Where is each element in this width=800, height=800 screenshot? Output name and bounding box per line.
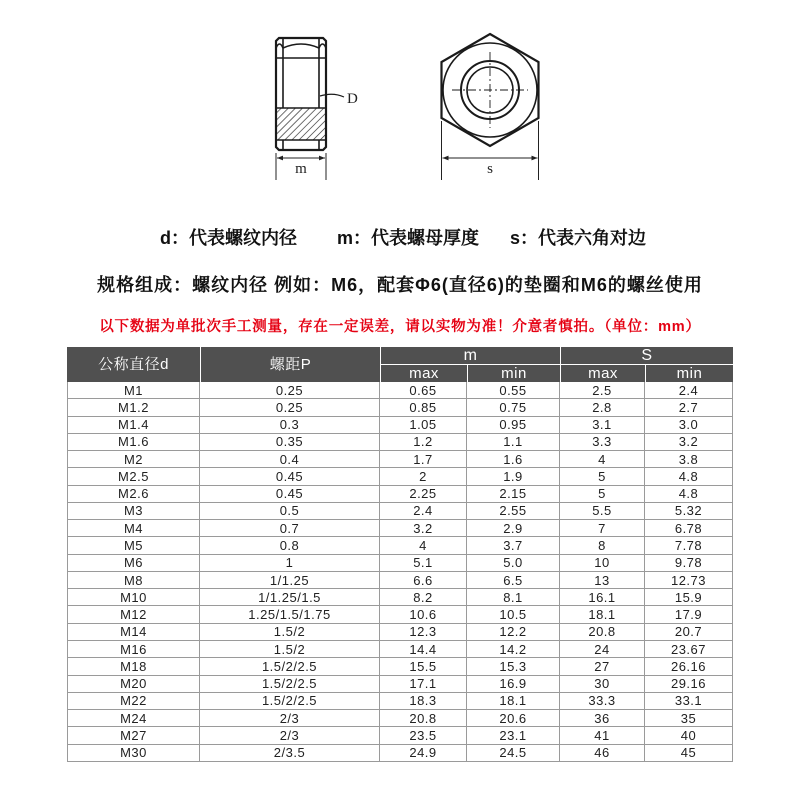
cell-m-max: 8.2	[380, 589, 467, 606]
cell-s-max: 27	[560, 658, 645, 675]
cell-s-min: 3.0	[645, 417, 733, 434]
cell-s-min: 15.9	[645, 589, 733, 606]
cell-nominal-diameter: M2.5	[67, 468, 200, 485]
dimension-label-s: s	[487, 161, 493, 177]
cell-m-min: 0.75	[467, 399, 560, 416]
cell-m-min: 24.5	[467, 745, 560, 762]
cell-s-max: 3.1	[560, 417, 645, 434]
cell-s-min: 4.8	[645, 468, 733, 485]
table-row	[67, 676, 733, 693]
cell-m-max: 15.5	[380, 658, 467, 675]
header-pitch: 螺距P	[200, 347, 380, 382]
cell-pitch: 1	[200, 555, 380, 572]
cell-s-min: 7.78	[645, 537, 733, 554]
cell-s-min: 29.16	[645, 676, 733, 693]
cell-s-min: 3.2	[645, 434, 733, 451]
cell-s-min: 3.8	[645, 451, 733, 468]
cell-s-min: 2.7	[645, 399, 733, 416]
cell-s-max: 2.8	[560, 399, 645, 416]
cell-s-max: 13	[560, 572, 645, 589]
spec-note: 规格组成：螺纹内径 例如：M6，配套Φ6(直径6)的垫圈和M6的螺丝使用	[97, 275, 703, 295]
cell-pitch: 0.7	[200, 520, 380, 537]
cell-s-max: 4	[560, 451, 645, 468]
cell-nominal-diameter: M27	[67, 727, 200, 744]
cell-m-max: 4	[380, 537, 467, 554]
cell-nominal-diameter: M18	[67, 658, 200, 675]
legend-m: m：代表螺母厚度	[337, 228, 480, 248]
cell-m-max: 23.5	[380, 727, 467, 744]
cell-nominal-diameter: M2.6	[67, 486, 200, 503]
header-m-min: min	[467, 364, 560, 382]
cell-m-max: 6.6	[380, 572, 467, 589]
spec-table	[67, 347, 733, 762]
table-row	[67, 745, 733, 762]
table-row	[67, 710, 733, 727]
cell-pitch: 0.3	[200, 417, 380, 434]
table-row	[67, 572, 733, 589]
cell-s-max: 41	[560, 727, 645, 744]
cell-s-max: 33.3	[560, 693, 645, 710]
table-row	[67, 503, 733, 520]
cell-pitch: 1.5/2/2.5	[200, 676, 380, 693]
cell-s-min: 45	[645, 745, 733, 762]
legend-s: s：代表六角对边	[510, 228, 647, 248]
cell-m-min: 1.9	[467, 468, 560, 485]
cell-m-max: 1.7	[380, 451, 467, 468]
cell-nominal-diameter: M14	[67, 624, 200, 641]
header-s-max: max	[560, 364, 645, 382]
cell-s-max: 24	[560, 641, 645, 658]
cell-m-max: 5.1	[380, 555, 467, 572]
cell-s-min: 40	[645, 727, 733, 744]
cell-s-max: 5	[560, 486, 645, 503]
cell-s-max: 5	[560, 468, 645, 485]
cell-s-max: 18.1	[560, 606, 645, 623]
cell-m-min: 16.9	[467, 676, 560, 693]
cell-nominal-diameter: M1.2	[67, 399, 200, 416]
cell-pitch: 0.25	[200, 399, 380, 416]
cell-m-min: 1.6	[467, 451, 560, 468]
cell-pitch: 1/1.25/1.5	[200, 589, 380, 606]
cell-m-max: 17.1	[380, 676, 467, 693]
measurement-warning: 以下数据为单批次手工测量，存在一定误差，请以实物为准！介意者慎拍。（单位：mm）	[99, 319, 701, 335]
cell-s-max: 10	[560, 555, 645, 572]
cell-m-max: 14.4	[380, 641, 467, 658]
cell-pitch: 2/3	[200, 710, 380, 727]
table-row	[67, 606, 733, 623]
table-row	[67, 468, 733, 485]
cell-nominal-diameter: M2	[67, 451, 200, 468]
cell-s-min: 35	[645, 710, 733, 727]
cell-m-min: 18.1	[467, 693, 560, 710]
side-view-section-hatch	[277, 108, 325, 140]
cell-s-max: 36	[560, 710, 645, 727]
table-row	[67, 641, 733, 658]
cell-m-min: 0.55	[467, 382, 560, 399]
cell-m-min: 8.1	[467, 589, 560, 606]
table-row	[67, 693, 733, 710]
cell-pitch: 2/3	[200, 727, 380, 744]
center-lines	[452, 52, 528, 128]
cell-s-max: 2.5	[560, 382, 645, 399]
table-row	[67, 555, 733, 572]
cell-m-min: 2.55	[467, 503, 560, 520]
cell-m-min: 20.6	[467, 710, 560, 727]
cell-m-max: 12.3	[380, 624, 467, 641]
table-row	[67, 417, 733, 434]
cell-m-min: 23.1	[467, 727, 560, 744]
cell-nominal-diameter: M8	[67, 572, 200, 589]
cell-pitch: 1.5/2/2.5	[200, 658, 380, 675]
cell-pitch: 1/1.25	[200, 572, 380, 589]
cell-m-max: 18.3	[380, 693, 467, 710]
cell-s-min: 20.7	[645, 624, 733, 641]
cell-s-max: 16.1	[560, 589, 645, 606]
cell-s-max: 46	[560, 745, 645, 762]
hex-nut-front-view	[442, 34, 539, 146]
table-row	[67, 624, 733, 641]
cell-nominal-diameter: M6	[67, 555, 200, 572]
header-m-max: max	[380, 364, 467, 382]
cell-s-min: 33.1	[645, 693, 733, 710]
cell-nominal-diameter: M3	[67, 503, 200, 520]
cell-m-max: 3.2	[380, 520, 467, 537]
cell-nominal-diameter: M1.6	[67, 434, 200, 451]
cell-s-min: 26.16	[645, 658, 733, 675]
cell-s-min: 6.78	[645, 520, 733, 537]
legend-d: d：代表螺纹内径	[160, 228, 297, 248]
cell-m-min: 6.5	[467, 572, 560, 589]
cell-m-max: 10.6	[380, 606, 467, 623]
cell-nominal-diameter: M1.4	[67, 417, 200, 434]
table-row	[67, 537, 733, 554]
header-nominal-diameter: 公称直径d	[98, 356, 169, 373]
cell-nominal-diameter: M30	[67, 745, 200, 762]
cell-s-min: 4.8	[645, 486, 733, 503]
cell-s-min: 17.9	[645, 606, 733, 623]
hex-nut-side-view	[276, 38, 344, 150]
cell-s-max: 30	[560, 676, 645, 693]
table-row	[67, 486, 733, 503]
cell-m-max: 24.9	[380, 745, 467, 762]
dimension-label-m: m	[295, 161, 307, 177]
header-m: m	[380, 347, 560, 364]
table-row	[67, 451, 733, 468]
cell-nominal-diameter: M4	[67, 520, 200, 537]
cell-nominal-diameter: M24	[67, 710, 200, 727]
cell-pitch: 0.5	[200, 503, 380, 520]
table-row	[67, 520, 733, 537]
cell-s-max: 5.5	[560, 503, 645, 520]
cell-pitch: 0.4	[200, 451, 380, 468]
cell-m-min: 14.2	[467, 641, 560, 658]
cell-pitch: 0.45	[200, 468, 380, 485]
cell-nominal-diameter: M1	[67, 382, 200, 399]
cell-pitch: 0.25	[200, 382, 380, 399]
table-row	[67, 589, 733, 606]
cell-nominal-diameter: M10	[67, 589, 200, 606]
table-row	[67, 658, 733, 675]
cell-nominal-diameter: M12	[67, 606, 200, 623]
table-row	[67, 382, 733, 399]
cell-m-min: 1.1	[467, 434, 560, 451]
table-body	[67, 382, 733, 762]
table-row	[67, 727, 733, 744]
cell-m-max: 1.05	[380, 417, 467, 434]
cell-s-min: 23.67	[645, 641, 733, 658]
cell-m-max: 1.2	[380, 434, 467, 451]
cell-s-min: 12.73	[645, 572, 733, 589]
table-row	[67, 399, 733, 416]
cell-s-min: 5.32	[645, 503, 733, 520]
hex-nut-drawings	[0, 0, 800, 200]
header-s: S	[560, 347, 733, 364]
cell-nominal-diameter: M20	[67, 676, 200, 693]
cell-s-min: 9.78	[645, 555, 733, 572]
cell-m-max: 2	[380, 468, 467, 485]
cell-pitch: 0.8	[200, 537, 380, 554]
table-header	[67, 347, 733, 382]
cell-m-min: 12.2	[467, 624, 560, 641]
cell-m-min: 2.15	[467, 486, 560, 503]
cell-m-min: 3.7	[467, 537, 560, 554]
cell-s-max: 7	[560, 520, 645, 537]
cell-nominal-diameter: M22	[67, 693, 200, 710]
cell-m-min: 10.5	[467, 606, 560, 623]
dimension-label-d: D	[347, 91, 358, 107]
diameter-leader-line	[320, 94, 344, 97]
cell-nominal-diameter: M5	[67, 537, 200, 554]
cell-pitch: 0.45	[200, 486, 380, 503]
cell-m-max: 0.65	[380, 382, 467, 399]
cell-s-max: 3.3	[560, 434, 645, 451]
cell-pitch: 1.5/2	[200, 624, 380, 641]
cell-m-max: 0.85	[380, 399, 467, 416]
cell-s-max: 20.8	[560, 624, 645, 641]
cell-m-max: 2.4	[380, 503, 467, 520]
cell-pitch: 1.5/2	[200, 641, 380, 658]
cell-m-min: 15.3	[467, 658, 560, 675]
cell-m-max: 20.8	[380, 710, 467, 727]
cell-m-min: 5.0	[467, 555, 560, 572]
cell-pitch: 1.25/1.5/1.75	[200, 606, 380, 623]
cell-m-max: 2.25	[380, 486, 467, 503]
cell-pitch: 2/3.5	[200, 745, 380, 762]
cell-nominal-diameter: M16	[67, 641, 200, 658]
cell-s-min: 2.4	[645, 382, 733, 399]
header-s-min: min	[645, 364, 733, 382]
cell-pitch: 0.35	[200, 434, 380, 451]
cell-pitch: 1.5/2/2.5	[200, 693, 380, 710]
cell-s-max: 8	[560, 537, 645, 554]
cell-m-min: 0.95	[467, 417, 560, 434]
cell-m-min: 2.9	[467, 520, 560, 537]
table-row	[67, 434, 733, 451]
